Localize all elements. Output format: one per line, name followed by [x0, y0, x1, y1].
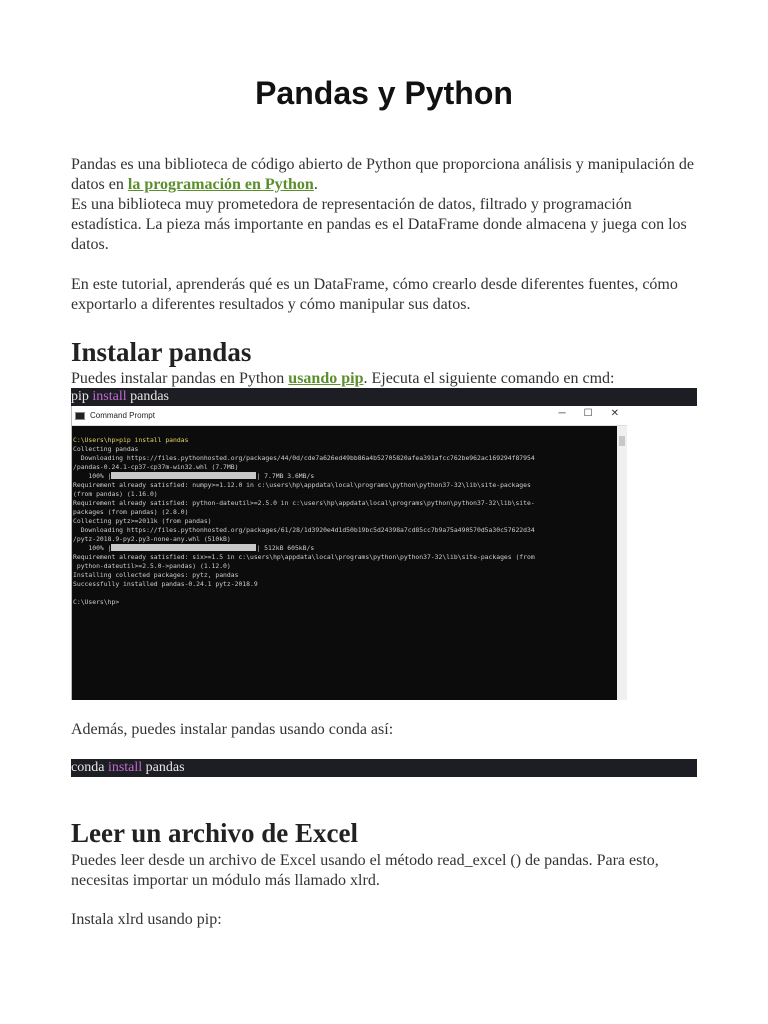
pip-install-code: pip install pandas: [71, 388, 697, 406]
maximize-icon[interactable]: ☐: [583, 408, 593, 419]
xlrd-paragraph: Instala xlrd usando pip:: [71, 911, 222, 928]
terminal-output: C:\Users\hp>pip install pandas Collecting pandas Downloading https://files.pythonhosted.org/packages/44/0d/cde7a626ed49bb86a4b52705820afea391afcc762be962ac169294f87954 /pandas-0.24.1-cp37-cp37m-win32.whl (7.7MB) 100% | | 7.7MB 3.6MB/s Requirement already satisfied: numpy>=1.12.0 in c:\users\hp\appdata\local\programs\python\python37-32\lib\site-packages (from pandas) (1.16.0) Requirement already satisfied: python-dateutil>=2.5.0 in c:\users\hp\appdata\local\programs\python\python37-32\lib\site- packages (from pandas) (2.8.0) Collecting pytz>=2011k (from pandas) Downloading https://files.pythonhosted.org/packages/61/28/1d3920e4d1d50b19bc5d24398a7cd85cc7b9a75a490570d5a30c57622d34 /pytz-2018.9-py2.py3-none-any.whl (510kB) 100% | | 512kB 605kB/s Requirement already satisfied: six>=1.5 in c:\users\hp\appdata\local\programs\python\python37-32\lib\site-packages (from python-dateutil>=2.5.0->pandas) (1.12.0) Installing collected packages: pytz, pandas Successfully installed pandas-0.24.1 pytz-2018.9 C:\Users\hp>: [73, 436, 535, 606]
excel-heading: Leer un archivo de Excel: [71, 818, 358, 848]
conda-paragraph: Además, puedes instalar pandas usando conda así:: [71, 721, 394, 738]
terminal-icon: [75, 412, 85, 420]
python-programming-link[interactable]: la programación en Python: [127, 176, 314, 193]
terminal-lines-a: Collecting pandas Downloading https://files.pythonhosted.org/packages/44/0d/cde7a626ed49bb86a4b52705820afea391afcc762be962ac169294f87954 /pandas-0.24.1-cp37-cp37m-win32.whl (7.7MB): [73, 445, 535, 471]
minimize-icon[interactable]: ─: [558, 408, 566, 419]
terminal-command-line: C:\Users\hp>pip install pandas: [73, 436, 189, 444]
download-progress-bar-1: [111, 472, 256, 479]
intro-paragraph-3: En este tutorial, aprenderás qué es un DataFrame, cómo crearlo desde diferentes fuentes, cómo exportarlo a diferentes resultados y cómo manipular sus datos.: [71, 276, 678, 313]
pip-link[interactable]: usando pip: [288, 370, 364, 387]
command-prompt-screenshot: [71, 406, 627, 700]
install-heading: Instalar pandas: [71, 337, 252, 367]
excel-paragraph: Puedes leer desde un archivo de Excel usando el método read_excel () de pandas. Para esto, necesitas importar un módulo más llamado xlrd.: [71, 852, 659, 889]
terminal-lines-c: Requirement already satisfied: six>=1.5 in c:\users\hp\appdata\local\programs\python\python37-32\lib\site-packages (from python-dateutil>=2.5.0->pandas) (1.12.0) Installing collected packages: pytz, pandas Successfully installed pandas-0.24.1 pytz-2018.9 C:\Users\hp>: [73, 553, 535, 606]
conda-install-code: conda install pandas: [71, 759, 697, 777]
terminal-scrollbar[interactable]: [617, 426, 627, 700]
command-prompt-title: Command Prompt: [90, 411, 155, 420]
window-controls: [559, 408, 619, 419]
intro-paragraph-1: Pandas es una biblioteca de código abierto de Python que proporciona análisis y manipulación de datos en la programación en Python.: [71, 156, 694, 193]
command-prompt-titlebar: [72, 406, 627, 426]
scrollbar-thumb[interactable]: [619, 436, 625, 446]
install-paragraph: Puedes instalar pandas en Python usando pip. Ejecuta el siguiente comando en cmd:: [71, 370, 615, 387]
intro-paragraph-2: Es una biblioteca muy prometedora de representación de datos, filtrado y programación estadística. La pieza más importante en pandas es el DataFrame donde almacena y juega con los datos.: [71, 196, 687, 253]
terminal-lines-b: Requirement already satisfied: numpy>=1.12.0 in c:\users\hp\appdata\local\programs\python\python37-32\lib\site-packages (from pandas) (1.16.0) Requirement already satisfied: python-dateutil>=2.5.0 in c:\users\hp\appdata\local\programs\python\python37-32\lib\site- packages (from pandas) (2.8.0) Collecting pytz>=2011k (from pandas) Downloading https://files.pythonhosted.org/packages/61/28/1d3920e4d1d50b19bc5d24398a7cd85cc7b9a75a490570d5a30c57622d34 /pytz-2018.9-py2.py3-none-any.whl (510kB): [73, 481, 535, 543]
download-progress-bar-2: [111, 544, 256, 551]
close-icon[interactable]: ✕: [610, 408, 619, 419]
page-title: Pandas y Python: [255, 75, 513, 111]
